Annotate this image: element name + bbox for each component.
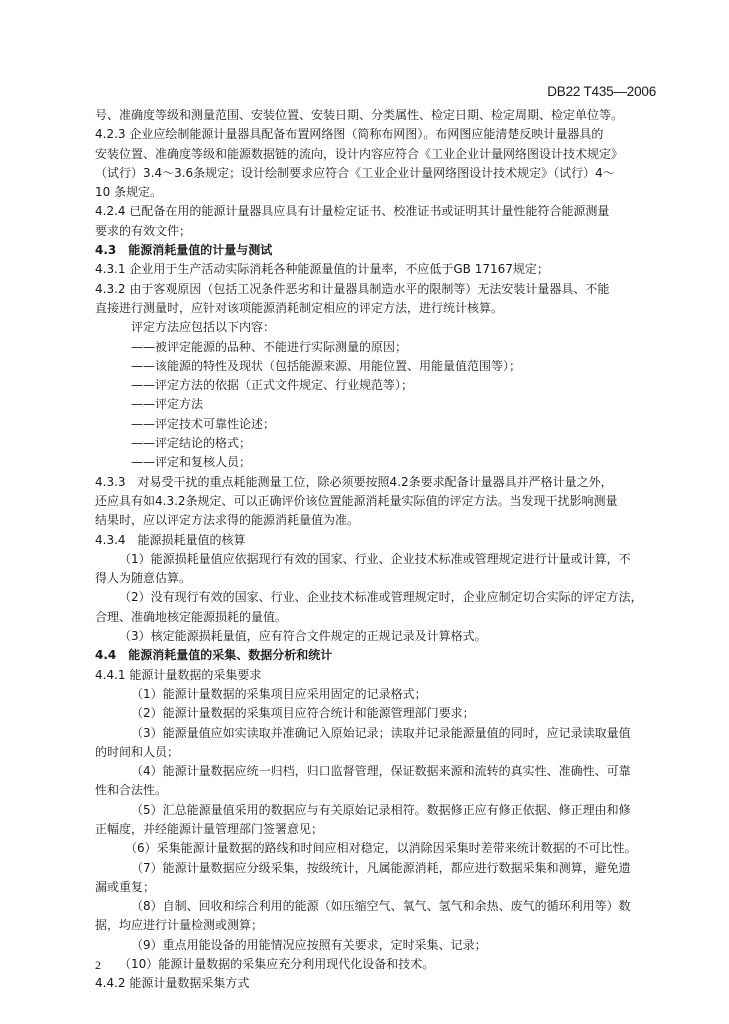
text-line: （3）核定能源损耗量值，应有符合文件规定的正规记录及计算格式。: [119, 629, 487, 644]
text-line: 4.3.4 能源损耗量值的核算: [95, 532, 246, 547]
text-line: 4.3.2 由于客观原因（包括工况条件恶劣和计量器具制造水平的限制等）无法安装计量器具、不能: [95, 281, 610, 296]
text-line: 4.4.1 能源计量数据的采集要求: [95, 667, 262, 682]
text-line: 性和合法性。: [95, 783, 168, 798]
text-line: ——评定和复核人员；: [131, 455, 252, 470]
text-line: 4.4.2 能源计量数据采集方式: [95, 976, 250, 991]
text-line: ——评定方法的依据（正式文件规定、行业规范等）；: [131, 378, 414, 393]
text-line: 4.3.1 企业用于生产活动实际消耗各种能源量值的计量率，不应低于GB 17167规定；: [95, 262, 549, 277]
text-line: 评定方法应包括以下内容：: [131, 320, 276, 335]
text-line: 结果时，应以评定方法求得的能源消耗量值为准。: [95, 513, 360, 528]
text-line: 10 条规定。: [95, 185, 163, 200]
text-line: ——被评定能源的品种、不能进行实际测量的原因；: [131, 339, 408, 354]
text-line: （5）汇总能源量值采用的数据应与有关原始记录相符。数据修正应有修正依据、修正理由和修: [131, 802, 631, 817]
text-line: （1）能源计量数据的采集项目应采用固定的记录格式；: [131, 686, 427, 701]
text-line: （4）能源计量数据应统一归档，归口监督管理，保证数据来源和流转的真实性、准确性、可靠: [131, 764, 631, 779]
document-code: DB22 T435—2006: [547, 84, 656, 99]
text-line: 还应具有如4.3.2条规定、可以正确评价该位置能源消耗量实际值的评定方法。当发现干扰影响测量: [95, 493, 618, 508]
text-line: 4.2.3 企业应绘制能源计量器具配备布置网络图（简称布网图）。布网图应能清楚反映计量器具的: [95, 127, 604, 142]
page-number: 2: [95, 958, 101, 972]
text-line: 的时间和人员；: [95, 744, 180, 759]
text-line: （6）采集能源计量数据的路线和时间应相对稳定，以消除因采集时差带来统计数据的不可比性。: [125, 841, 637, 856]
text-line: 4.3.3 对易受干扰的重点耗能测量工位，除必须要按照4.2条要求配备计量器具并严格计量之外，: [95, 474, 613, 489]
text-line: ——该能源的特性及现状（包括能源来源、用能位置、用能量值范围等）；: [131, 358, 522, 373]
text-line: （3）能源量值应如实读取并准确记入原始记录；读取并记录能源量值的同时，应记录读取量值: [131, 725, 631, 740]
text-line: 合理、准确地核定能源损耗的量值。: [95, 609, 288, 624]
text-line: （2）能源计量数据的采集项目应符合统计和能源管理部门要求；: [131, 706, 475, 721]
text-line: （9）重点用能设备的用能情况应按照有关要求，定时采集、记录；: [131, 937, 487, 952]
text-line: 4.4 能源消耗量值的采集、数据分析和统计: [95, 648, 333, 663]
text-line: 4.2.4 已配备在用的能源计量器具应具有计量检定证书、校准证书或证明其计量性能符合能源测量: [95, 204, 610, 219]
text-line: 号、准确度等级和测量范围、安装位置、安装日期、分类属性、检定日期、检定周期、检定单位等。: [95, 108, 624, 122]
text-line: （7）能源计量数据应分级采集，按级统计，凡属能源消耗，都应进行数据采集和测算，避免遗: [131, 860, 631, 875]
text-line: 得人为随意估算。: [95, 571, 192, 586]
text-line: ——评定结论的格式；: [131, 436, 252, 451]
text-line: 安装位置、准确度等级和能源数据链的流向，设计内容应符合《工业企业计量网络图设计技术规定》: [95, 146, 624, 161]
text-line: （8）自制、回收和综合利用的能源（如压缩空气、氧气、氢气和余热、废气的循环利用等）数: [131, 899, 631, 914]
text-line: 据，均应进行计量检测或测算；: [95, 918, 264, 933]
text-line: ——评定技术可靠性论述；: [131, 416, 276, 431]
text-line: 直接进行测量时，应针对该项能源消耗制定相应的评定方法，进行统计核算。: [95, 300, 504, 315]
document-body: [95, 106, 660, 994]
text-line: 4.3 能源消耗量值的计量与测试: [95, 243, 273, 258]
text-line: 漏或重复；: [95, 879, 156, 894]
text-line: （10）能源计量数据的采集应充分利用现代化设备和技术。: [119, 957, 435, 972]
text-line: 要求的有效文件；: [95, 223, 192, 238]
text-line: （1）能源损耗量值应依据现行有效的国家、行业、企业技术标准或管理规定进行计量或计算，不: [119, 551, 631, 566]
text-line: 正幅度，并经能源计量管理部门签署意见；: [95, 821, 324, 836]
text-line: （试行）3.4～3.6条规定；设计绘制要求应符合《工业企业计量网络图设计技术规定》（试行）4～: [95, 165, 615, 180]
text-line: ——评定方法: [131, 397, 204, 412]
text-line: （2）没有现行有效的国家、行业、企业技术标准或管理规定时，企业应制定切合实际的评定方法，: [119, 590, 643, 605]
